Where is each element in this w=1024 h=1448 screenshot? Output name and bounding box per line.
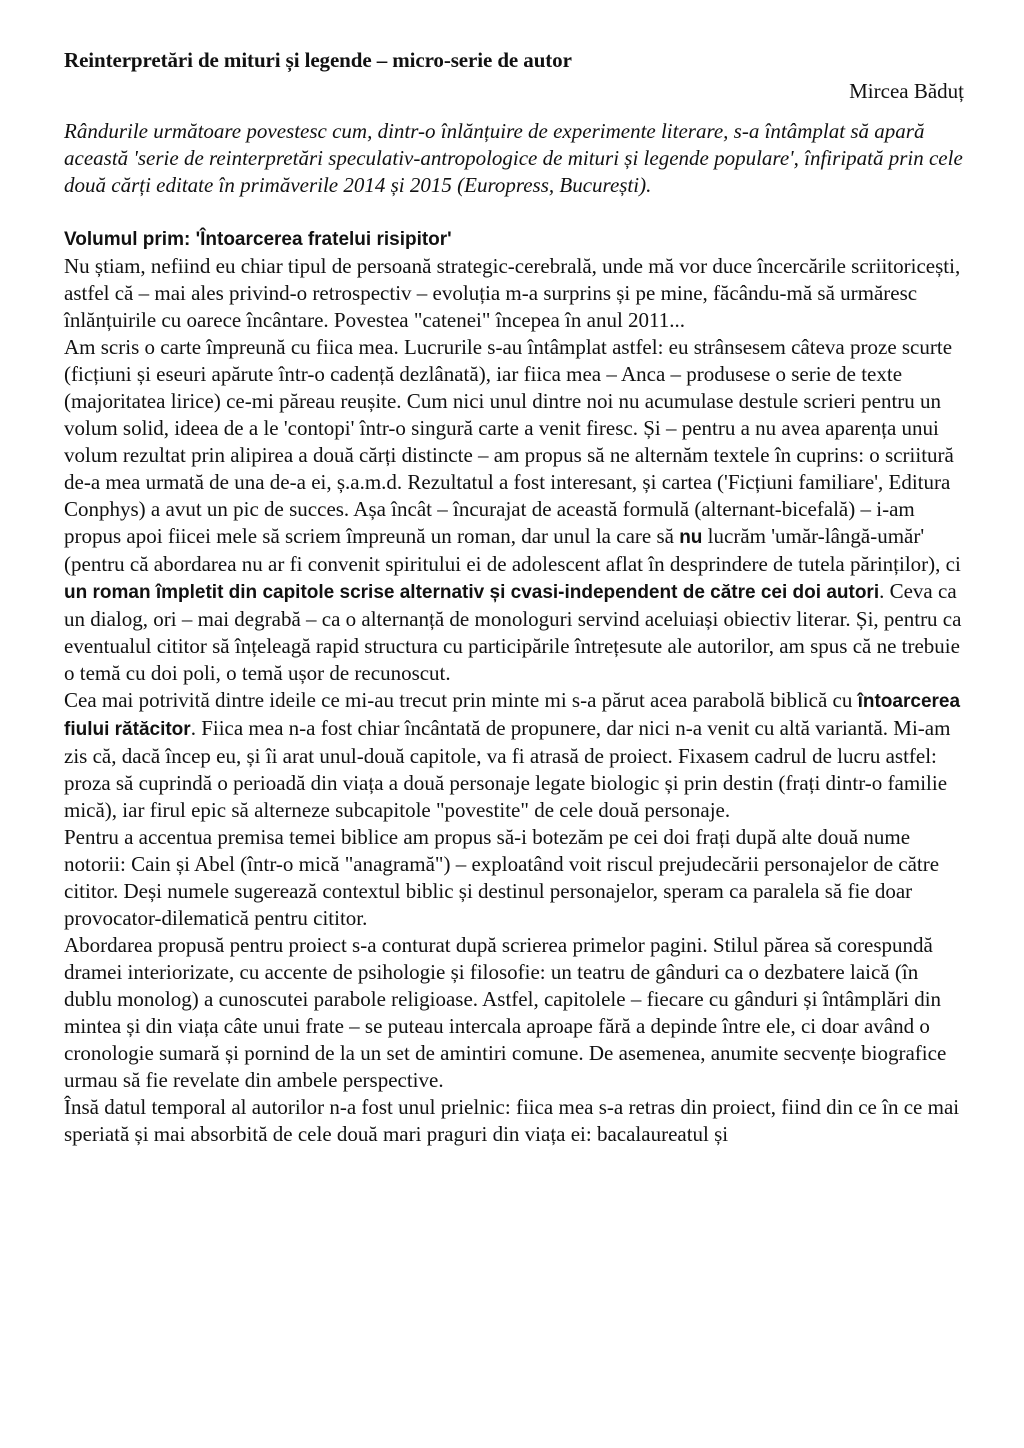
paragraph-3 — [64, 687, 964, 824]
paragraph-2-bold-nu: nu — [679, 527, 703, 548]
paragraph-3-text-a: Cea mai potrivită dintre ideile ce mi-au trecut prin minte mi s-a părut acea parabolă biblică cu — [64, 688, 858, 712]
paragraph-5: Abordarea propusă pentru proiect s-a conturat după scrierea primelor pagini. Stilul părea să corespundă dramei interiorizate, cu accente de psihologie și filosofie: un teatru de gânduri ca o dezbatere laică (în dublu monolog) a cunoscutei parabole religioase. Astfel, capitolele – fiecare cu gânduri și întâmplări din mintea și din viața câte unui frate – se puteau intercala aproape fără a depinde între ele, ci doar având o cronologie sumară și pornind de la un set de amintiri comune. De asemenea, anumite secvențe biografice urmau să fie revelate din ambele perspective. — [64, 933, 947, 1092]
paragraph-1: Nu știam, nefiind eu chiar tipul de persoană strategic-cerebrală, unde mă vor duce încercările scriitoricești, astfel că – mai ales privind-o retrospectiv – evoluția m-a surprins și pe mine, făcându-mă să urmăresc înlănțuirile cu oarece încântare. Povestea "catenei" începea în anul 2011... — [64, 254, 961, 332]
document-page — [64, 44, 964, 1148]
paragraph-2 — [64, 334, 964, 687]
paragraph-2-bold-phrase: un roman împletit din capitole scrise alternativ și cvasi-independent de către cei doi autori — [64, 582, 880, 603]
paragraph-2-text-c: lucrăm 'umăr-lângă-umăr' (pentru că abordarea nu ar fi convenit spiritului ei de adolescent aflat în desprindere de tutela părinților), ci — [64, 524, 961, 576]
document-title: Reinterpretări de mituri și legende – micro-serie de autor — [64, 48, 572, 72]
paragraph-4: Pentru a accentua premisa temei biblice am propus să-i botezăm pe cei doi frați după alte două nume notorii: Cain și Abel (într-o mică "anagramă") – exploatând voit riscul prejudecării personajelor de către cititor. Deși numele sugerează contextul biblic și destinul personajelor, speram ca paralela să fie doar provocator-dilematică pentru cititor. — [64, 825, 940, 930]
intro-paragraph: Rândurile următoare povestesc cum, dintr-o înlănțuire de experimente literare, s-a întâmplat să apară această 'serie de reinterpretări speculativ-antropologice de mituri și legende populare', înfiripată prin cele două cărți editate în primăverile 2014 și 2015 (Europress, București). — [64, 119, 963, 197]
paragraph-3-bold-phrase: întoarcerea fiului rătăcitor — [64, 691, 961, 740]
section-heading: Volumul prim: 'Întoarcerea fratelui risipitor' — [64, 229, 452, 250]
paragraph-2-text-a: Am scris o carte împreună cu fiica mea. Lucrurile s-au întâmplat astfel: eu strânsesem câteva proze scurte (ficțiuni și eseuri apărute într-o cadență dezlânată), iar fiica mea – Anca – produsese o serie de texte (majoritatea lirice) ce-mi păreau reușite. Cum nici unul dintre noi nu acumulase destule scrieri pentru un volum solid, ideea de a le 'contopi' într-o singură carte a venit firesc. Și – pentru a nu avea aparența unui volum rezultat prin alipirea a două cărți distincte – am propus să ne alternăm textele în cuprins: o scriitură de-a mea urmată de una de-a ei, ș.a.m.d. Rezultatul a fost interesant, și cartea ('Ficțiuni familiare', Editura Conphys) a avut un pic de succes. Așa încât – încurajat de această formulă (alternant-bicefală) – i-am propus apoi fiicei mele să scriem împreună un roman, dar unul la care să — [64, 335, 954, 548]
paragraph-3-text-c: . Fiica mea n-a fost chiar încântată de propunere, dar nici n-a venit cu altă variantă. Mi-am zis că, dacă încep eu, și îi arat unul-două capitole, va fi atrasă de proiect. Fixasem cadrul de lucru astfel: proza să cuprindă o perioadă din viața a două personaje legate biologic și prin destin (frați dintr-o familie mică), iar firul epic să alterneze subcapitole "povestite" de cele două personaje. — [64, 716, 951, 822]
paragraph-2-text-e: . Ceva ca un dialog, ori – mai degrabă – ca o alternanță de monologuri servind aceluiași obiectiv literar. Și, pentru ca eventualul cititor să înțeleagă rapid structura cu participările întrețesute ale autorilor, am spus că ne trebuie o temă cu doi poli, o temă ușor de recunoscut. — [64, 579, 962, 685]
author-name: Mircea Băduț — [849, 79, 964, 103]
paragraph-6: Însă datul temporal al autorilor n-a fost unul prielnic: fiica mea s-a retras din proiect, fiind din ce în ce mai speriată și mai absorbită de cele două mari praguri din viața ei: bacalaureatul și — [64, 1095, 960, 1146]
